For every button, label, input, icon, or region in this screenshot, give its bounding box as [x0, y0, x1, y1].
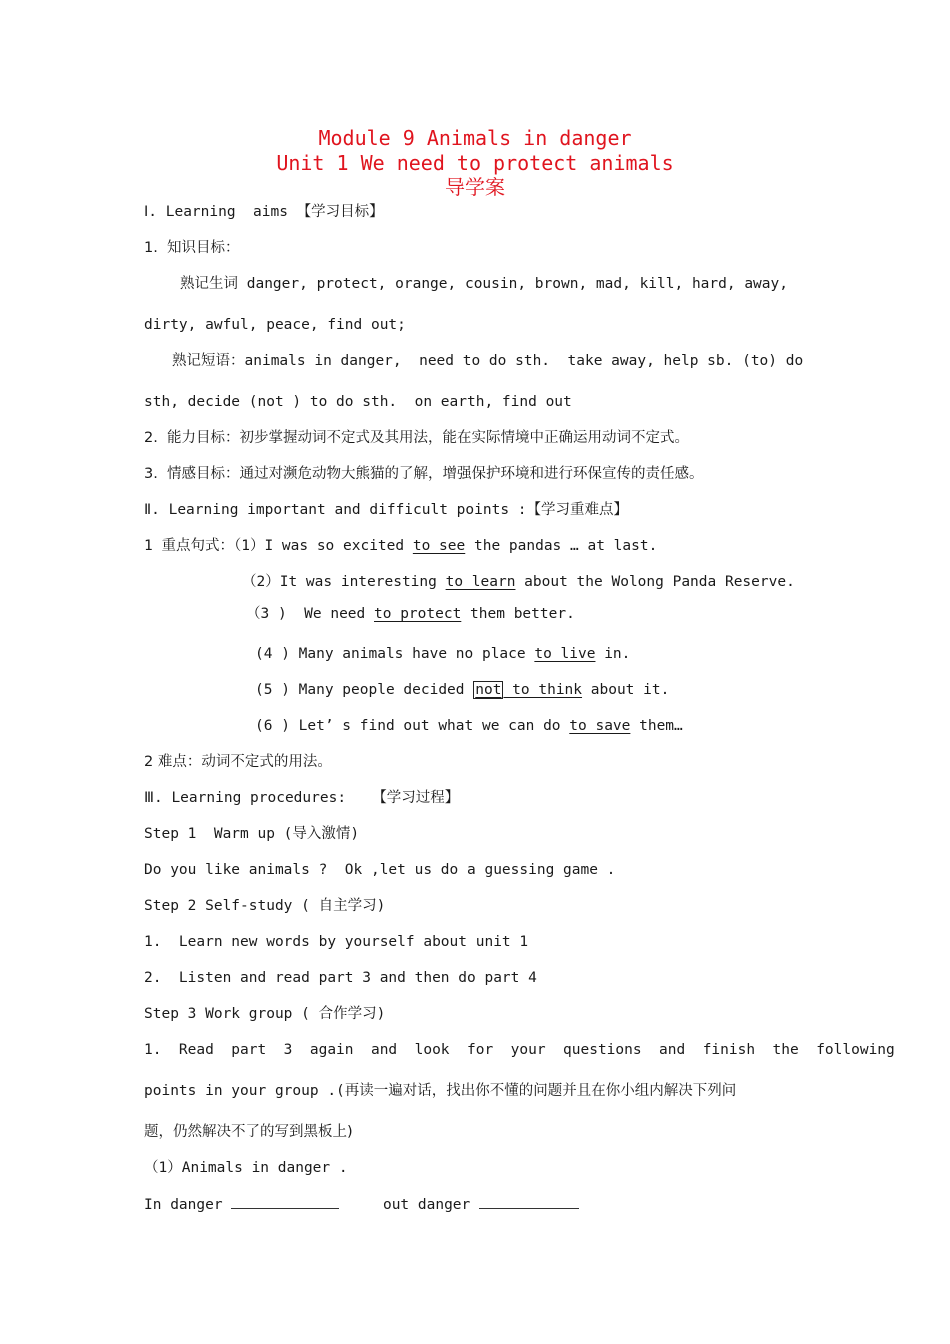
section2-heading: Ⅱ. Learning important and difficult points :【学习重难点】 [144, 502, 629, 518]
step1-text: Do you like animals ? Ok ,let us do a guessing game . [144, 862, 616, 878]
in-danger-blank[interactable] [231, 1194, 339, 1209]
phrases-line-cont: sth, decide (not ) to do sth. on earth, find out [144, 394, 572, 410]
boxed-not: not [475, 682, 502, 698]
vocabulary-line: 熟记生词 danger, protect, orange, cousin, brown, mad, kill, hard, away, [180, 276, 788, 292]
key-sentence-4: (4 ) Many animals have no place to live in. [255, 646, 631, 662]
module-title: Module 9 Animals in danger [318, 126, 632, 150]
emotion-aim: 3. 情感目标：通过对濒危动物大熊猫的了解，增强保护环境和进行环保宣传的责任感。 [144, 466, 704, 482]
in-danger-label: In danger [144, 1197, 232, 1213]
key-sentence-3: （3 ) We need to protect them better. [246, 606, 575, 622]
point1-heading: （1）Animals in danger . [144, 1160, 348, 1176]
key-label: 1 重点句式： [144, 538, 234, 554]
section3-heading: Ⅲ. Learning procedures: 【学习过程】 [144, 790, 460, 806]
step3-item1-cont2: 题，仍然解决不了的写到黑板上) [144, 1124, 353, 1140]
fill-in-line [144, 1194, 579, 1215]
underlined-infinitive: to live [534, 646, 596, 662]
key-sentence-5: (5 ) Many people decided not to think about it. [255, 682, 670, 698]
vocabulary-line-cont: dirty, awful, peace, find out; [144, 317, 406, 333]
step3-item1-cont: points in your group .(再读一遍对话，找出你不懂的问题并且在你小组内解决下列问 [144, 1083, 737, 1099]
section1-heading: Ⅰ. Learning aims 【学习目标】 [144, 204, 384, 220]
step3-heading: Step 3 Work group ( 合作学习) [144, 1006, 386, 1022]
knowledge-aim-label: 1. 知识目标： [144, 240, 240, 256]
guide-title: 导学案 [445, 175, 505, 199]
step1-heading: Step 1 Warm up (导入激情) [144, 826, 360, 842]
step3-item1: 1. Read part 3 again and look for your questions and finish the following [144, 1042, 895, 1058]
key-sentence-2: （2）It was interesting to learn about the Wolong Panda Reserve. [242, 574, 795, 590]
underlined-infinitive: to think [503, 682, 583, 698]
unit-title: Unit 1 We need to protect animals [276, 151, 674, 175]
step2-item2: 2. Listen and read part 3 and then do part 4 [144, 970, 537, 986]
underlined-infinitive: to see [412, 538, 466, 554]
key-sentence-1: 1 重点句式：（1）I was so excited to see the pandas … at last. [144, 538, 658, 554]
underlined-infinitive: to protect [374, 606, 462, 622]
out-danger-label: out danger [382, 1197, 479, 1213]
phrases-line: 熟记短语：animals in danger, need to do sth. take away, help sb. (to) do [172, 353, 804, 369]
ability-aim: 2. 能力目标：初步掌握动词不定式及其用法，能在实际情境中正确运用动词不定式。 [144, 430, 690, 446]
underlined-infinitive: to save [569, 718, 631, 734]
step2-item1: 1. Learn new words by yourself about unit 1 [144, 934, 529, 950]
out-danger-blank[interactable] [479, 1194, 579, 1209]
step2-heading: Step 2 Self-study ( 自主学习) [144, 898, 386, 914]
key-sentence-6: (6 ) Let’ s find out what we can do to save them… [255, 718, 683, 734]
difficult-point: 2 难点：动词不定式的用法。 [144, 754, 332, 770]
underlined-infinitive: to learn [445, 574, 516, 590]
